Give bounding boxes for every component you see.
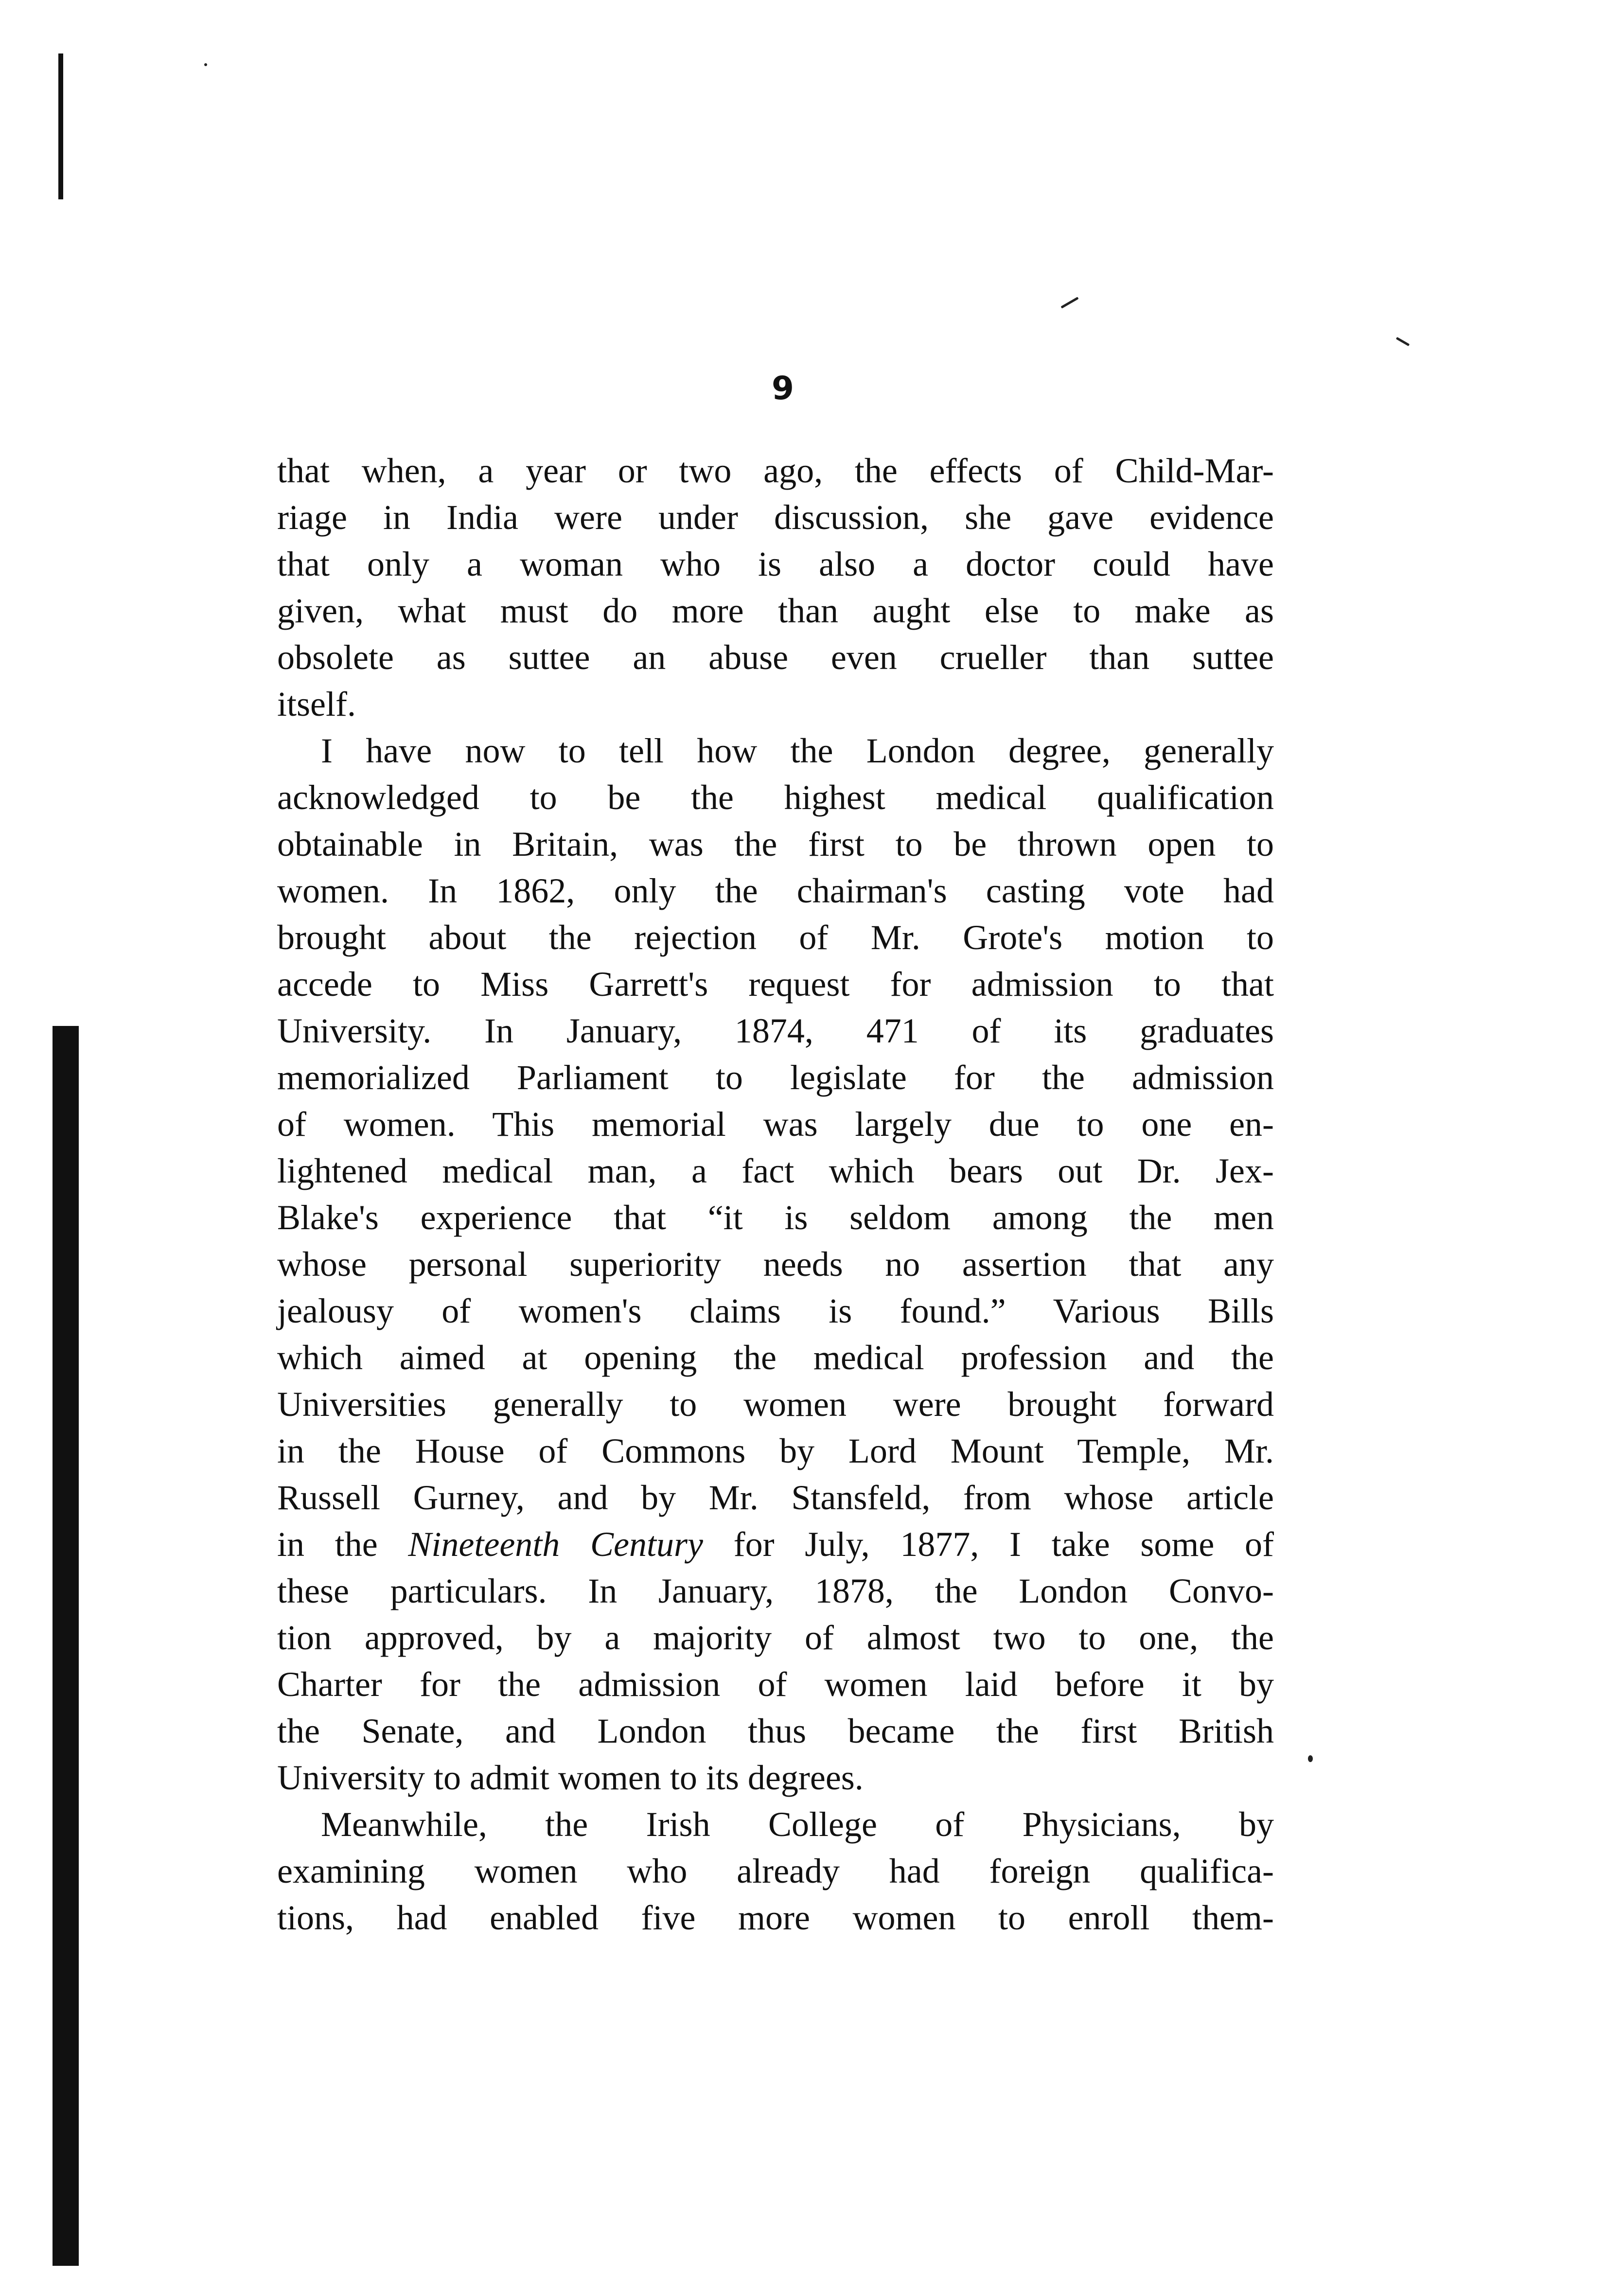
text-line: Charter for the admission of women laid before it by — [277, 1665, 1274, 1704]
binding-edge — [53, 1026, 79, 2266]
page-number: 9 — [772, 370, 794, 407]
text-line: memorialized Parliament to legislate for the admission — [277, 1058, 1274, 1097]
journal-title: Nineteenth Century — [408, 1525, 703, 1564]
scan-speck — [204, 63, 207, 66]
text-line-segment: in the — [277, 1525, 408, 1564]
text-line: Blake's experience that “it is seldom among the men — [277, 1198, 1274, 1237]
text-line: obtainable in Britain, was the first to be thrown open to — [277, 825, 1274, 864]
text-line: these particulars. In January, 1878, the London Convo- — [277, 1571, 1274, 1610]
text-line: Russell Gurney, and by Mr. Stansfeld, from whose article — [277, 1478, 1274, 1517]
text-line: University to admit women to its degrees. — [277, 1758, 864, 1797]
text-line: tions, had enabled five more women to enroll them- — [277, 1898, 1274, 1937]
text-line: women. In 1862, only the chairman's casting vote had — [277, 871, 1274, 910]
text-line: brought about the rejection of Mr. Grote's motion to — [277, 918, 1274, 957]
text-line: riage in India were under discussion, she gave evidence — [277, 498, 1274, 537]
scan-speck — [1308, 1755, 1313, 1762]
text-line: accede to Miss Garrett's request for admission to that — [277, 965, 1274, 1004]
text-line: Meanwhile, the Irish College of Physicians, by — [321, 1805, 1274, 1844]
text-line: whose personal superiority needs no assertion that any — [277, 1245, 1274, 1284]
text-line: in the House of Commons by Lord Mount Temple, Mr. — [277, 1431, 1274, 1470]
text-line: I have now to tell how the London degree, generally — [321, 731, 1274, 770]
text-line — [277, 1521, 1274, 1568]
text-line: University. In January, 1874, 471 of its graduates — [277, 1011, 1274, 1050]
scan-speck — [1396, 337, 1410, 346]
text-line: the Senate, and London thus became the first British — [277, 1712, 1274, 1750]
text-line: acknowledged to be the highest medical qualification — [277, 778, 1274, 817]
text-line: examining women who already had foreign qualifica- — [277, 1852, 1274, 1890]
text-line-segment: for July, 1877, I take some of — [703, 1525, 1274, 1564]
text-line: given, what must do more than aught else to make as — [277, 591, 1274, 630]
body-text — [277, 447, 1274, 1941]
text-line: that when, a year or two ago, the effects of Child-Mar- — [277, 451, 1274, 490]
text-line: jealousy of women's claims is found.” Various Bills — [277, 1291, 1274, 1330]
text-line: that only a woman who is also a doctor could have — [277, 545, 1274, 583]
text-line: lightened medical man, a fact which bears out Dr. Jex- — [277, 1151, 1274, 1190]
text-line: obsolete as suttee an abuse even crueller than suttee — [277, 638, 1274, 677]
scan-speck — [1060, 297, 1078, 308]
text-line: which aimed at opening the medical profession and the — [277, 1338, 1274, 1377]
binding-edge-top — [58, 53, 63, 199]
text-line: of women. This memorial was largely due to one en- — [277, 1105, 1274, 1144]
text-line: tion approved, by a majority of almost two to one, the — [277, 1618, 1274, 1657]
text-line: Universities generally to women were brought forward — [277, 1385, 1274, 1424]
text-line: itself. — [277, 685, 356, 724]
